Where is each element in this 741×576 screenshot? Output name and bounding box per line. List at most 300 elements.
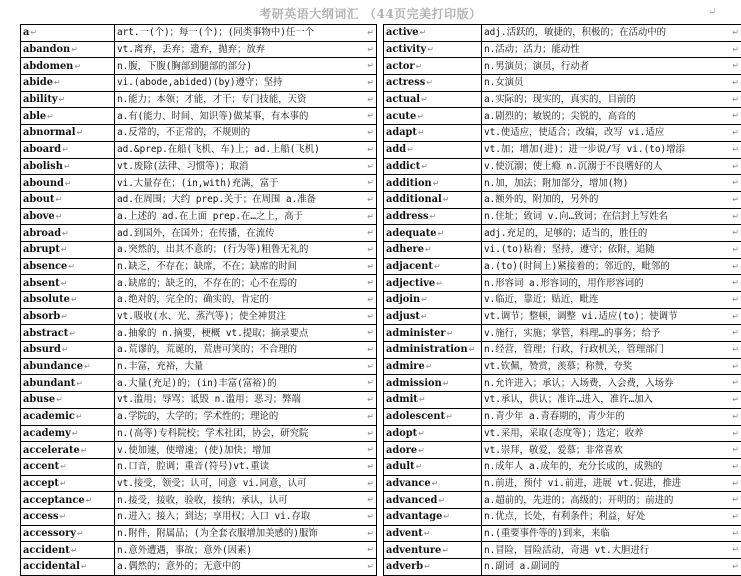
vocab-word: adapt [386, 127, 417, 139]
cell-end-mark-icon: ↵ [442, 545, 449, 555]
cell-end-mark-icon: ↵ [442, 195, 450, 205]
vocab-definition: a.荒谬的，荒诞的，荒唐可笑的；不合理的 [117, 344, 298, 356]
vocab-definition-cell [115, 175, 377, 192]
vocab-definition-cell [482, 408, 741, 425]
table-row [384, 542, 741, 559]
cell-end-mark-icon: ↵ [732, 278, 739, 288]
vocab-word-cell [21, 158, 115, 175]
cell-end-mark-icon: ↵ [61, 312, 68, 322]
vocab-definition: a.缺席的；缺乏的，不存在的；心不在焉的 [117, 277, 298, 289]
vocab-definition: n.前进，预付 vi.前进，进展 vt.促进，推进 [484, 477, 682, 489]
cell-end-mark-icon: ↵ [367, 278, 374, 288]
cell-end-mark-icon: ↵ [732, 478, 739, 488]
cell-end-mark-icon: ↵ [55, 211, 63, 221]
vocab-word-cell [384, 25, 482, 42]
vocab-word: adjust [386, 311, 420, 323]
cell-end-mark-icon: ↵ [367, 328, 374, 338]
vocab-definition: v.临近，靠近；贴近，毗连 [484, 294, 599, 306]
cell-end-mark-icon: ↵ [419, 28, 427, 38]
vocab-word-cell [384, 375, 482, 392]
cell-end-mark-icon: ↵ [367, 261, 374, 271]
cell-end-mark-icon: ↵ [30, 28, 38, 38]
cell-end-mark-icon: ↵ [367, 94, 374, 104]
table-row [21, 275, 377, 292]
vocab-definition: n.(高等)专科院校；学术社团，协会，研究院 [117, 427, 309, 439]
vocab-definition-cell [115, 41, 377, 58]
vocabulary-table-left [20, 24, 377, 576]
cell-end-mark-icon: ↵ [63, 161, 71, 171]
cell-end-mark-icon: ↵ [367, 428, 374, 438]
table-row [21, 141, 377, 158]
vocab-word-cell [384, 425, 482, 442]
cell-end-mark-icon: ↵ [468, 345, 476, 355]
vocab-definition: vt.承认，供认；准许…进入，准许…加入 [484, 394, 653, 406]
cell-end-mark-icon: ↵ [56, 395, 63, 405]
cell-end-mark-icon: ↵ [62, 228, 69, 238]
vocab-definition: vt.废除(法律、习惯等)；取消 [117, 160, 249, 172]
vocab-definition: vi.(abode,abided)(by)遵守；坚持 [117, 77, 283, 89]
cell-end-mark-icon: ↵ [367, 194, 374, 204]
vocab-definition-cell [482, 292, 741, 309]
vocab-word-cell [384, 408, 482, 425]
cell-end-mark-icon: ↵ [421, 295, 428, 305]
cell-end-mark-icon: ↵ [432, 178, 440, 188]
table-row [384, 158, 741, 175]
cell-end-mark-icon: ↵ [85, 495, 93, 505]
cell-end-mark-icon: ↵ [59, 478, 67, 488]
vocab-definition-cell [482, 392, 741, 409]
vocab-definition: v.使加速，使增速；(使)加快；增加 [117, 444, 271, 456]
vocab-word-cell [384, 342, 482, 359]
cell-end-mark-icon: ↵ [732, 111, 739, 121]
table-row [384, 75, 741, 92]
vocab-definition: a.剧烈的；敏锐的；尖锐的，高音的 [484, 110, 636, 122]
table-row [21, 458, 377, 475]
vocab-definition-cell [115, 325, 377, 342]
table-row [21, 408, 377, 425]
vocab-definition: n.丰富，充裕，大量 [117, 361, 204, 373]
table-row [384, 308, 741, 325]
vocab-definition: n.能力；本领；才能，才干；专门技能，天资 [117, 94, 307, 106]
cell-end-mark-icon: ↵ [60, 245, 68, 255]
vocab-word-cell [21, 392, 115, 409]
cell-end-mark-icon: ↵ [732, 194, 739, 204]
vocab-word-cell [21, 325, 115, 342]
vocab-word: adopt [386, 427, 418, 439]
table-row [384, 91, 741, 108]
vocab-word-cell [21, 425, 115, 442]
vocab-definition-cell [115, 542, 377, 559]
table-row [21, 25, 377, 42]
cell-end-mark-icon: ↵ [732, 161, 739, 171]
table-row [384, 325, 741, 342]
vocab-definition: a.绝对的，完全的；确实的，肯定的 [117, 294, 269, 306]
cell-end-mark-icon: ↵ [424, 245, 432, 255]
cell-end-mark-icon: ↵ [367, 461, 374, 471]
vocab-word-cell [384, 58, 482, 75]
cell-end-mark-icon: ↵ [76, 378, 83, 388]
cell-end-mark-icon: ↵ [367, 211, 374, 221]
table-row [21, 542, 377, 559]
cell-end-mark-icon: ↵ [732, 511, 739, 521]
cell-end-mark-icon: ↵ [367, 562, 374, 571]
vocab-definition-cell [482, 25, 741, 42]
cell-end-mark-icon: ↵ [732, 244, 739, 254]
cell-end-mark-icon: ↵ [367, 28, 374, 37]
cell-end-mark-icon: ↵ [424, 562, 431, 572]
cell-end-mark-icon: ↵ [76, 128, 84, 138]
vocab-definition-cell [115, 358, 377, 375]
vocab-word: acute [386, 110, 417, 122]
table-row [21, 258, 377, 275]
cell-end-mark-icon: ↵ [55, 195, 63, 205]
cell-end-mark-icon: ↵ [426, 78, 433, 88]
vocab-definition-cell [482, 258, 741, 275]
vocab-word-cell [21, 208, 115, 225]
vocab-definition-cell [115, 258, 377, 275]
vocab-word-cell [21, 508, 115, 525]
vocab-definition: adj.活跃的，敏捷的，积极的；在活动中的 [484, 27, 666, 39]
vocab-definition-cell [115, 375, 377, 392]
vocab-word: abide [23, 77, 54, 89]
vocab-word-cell [21, 125, 115, 142]
vocab-word: adore [386, 444, 418, 456]
cell-end-mark-icon: ↵ [732, 211, 739, 221]
vocab-definition-cell [115, 559, 377, 576]
vocab-word-cell [21, 442, 115, 459]
vocab-word: accidental [23, 561, 80, 573]
vocab-definition: n.(重要事件等的)到来，来临 [484, 527, 610, 539]
vocab-definition: a.学院的，大学的；学术性的；理论的 [117, 411, 279, 423]
table-row [384, 559, 741, 576]
vocab-definition: art.一(个)；每一(个)；(同类事物中)任一个 [117, 27, 315, 39]
vocab-definition: n.青少年 a.青春期的，青少年的 [484, 411, 625, 423]
vocab-word-cell [384, 225, 482, 242]
vocab-definition: n.经营，管理；行政，行政机关，管理部门 [484, 344, 665, 356]
vocab-definition-cell [482, 308, 741, 325]
table-row [21, 442, 377, 459]
vocab-word-cell [384, 559, 482, 576]
cell-end-mark-icon: ↵ [732, 178, 739, 188]
vocab-word: accelerate [23, 444, 80, 456]
vocab-definition-cell [482, 508, 741, 525]
table-row [21, 559, 377, 576]
vocab-definition: n.形容词 a.形容词的，用作形容词的 [484, 277, 644, 289]
vocab-word-cell [21, 358, 115, 375]
cell-end-mark-icon: ↵ [732, 78, 739, 88]
vocab-definition-cell [115, 108, 377, 125]
vocab-word-cell [384, 442, 482, 459]
vocab-word: adhere [386, 244, 424, 256]
table-row [384, 292, 741, 309]
cell-end-mark-icon: ↵ [70, 545, 78, 555]
table-row [384, 425, 741, 442]
vocab-word-cell [384, 241, 482, 258]
vocab-word: academic [23, 411, 75, 423]
table-row [21, 175, 377, 192]
table-row [21, 58, 377, 75]
vocab-word-cell [21, 342, 115, 359]
cell-end-mark-icon: ↵ [367, 144, 374, 154]
vocab-word: additional [386, 194, 442, 206]
cell-end-mark-icon: ↵ [367, 345, 374, 355]
vocab-word: advent [386, 527, 423, 539]
vocab-definition: n.腹，下腹(胸部到腿部的部分) [117, 60, 253, 72]
cell-end-mark-icon: ↵ [61, 345, 69, 355]
vocab-definition: a.偶然的；意外的；无意中的 [117, 561, 241, 573]
vocab-word: actual [386, 94, 421, 106]
vocab-definition-cell [115, 525, 377, 542]
cell-end-mark-icon: ↵ [60, 462, 67, 472]
vocab-word-cell [384, 492, 482, 509]
cell-end-mark-icon: ↵ [732, 128, 739, 138]
cell-end-mark-icon: ↵ [433, 261, 441, 271]
vocab-definition-cell [115, 442, 377, 459]
vocab-definition-cell [482, 475, 741, 492]
vocab-definition: v.施行，实施；掌管，料理…的事务；给予 [484, 327, 661, 339]
vocab-word: adjacent [386, 260, 433, 272]
cell-end-mark-icon: ↵ [732, 528, 739, 538]
vocab-word-cell [384, 392, 482, 409]
vocab-definition: n.副词 a.副词的 [484, 561, 560, 573]
vocab-word: abound [23, 177, 64, 189]
vocab-word: abolish [23, 160, 63, 172]
vocab-definition-cell [115, 308, 377, 325]
cell-end-mark-icon: ↵ [437, 228, 445, 238]
table-row [21, 425, 377, 442]
cell-end-mark-icon: ↵ [442, 378, 450, 388]
table-row [384, 408, 741, 425]
vocab-word: adjective [386, 277, 436, 289]
cell-end-mark-icon: ↵ [421, 161, 428, 171]
cell-end-mark-icon: ↵ [70, 295, 78, 305]
cell-end-mark-icon: ↵ [80, 445, 88, 455]
vocab-word-cell [21, 308, 115, 325]
cell-end-mark-icon: ↵ [438, 495, 446, 505]
table-row [21, 342, 377, 359]
vocab-definition-cell [115, 208, 377, 225]
table-row [384, 475, 741, 492]
vocab-definition-cell [482, 41, 741, 58]
vocab-word-cell [21, 191, 115, 208]
table-row [21, 525, 377, 542]
vocab-definition: n.活动；活力；能动性 [484, 44, 580, 56]
vocab-word-cell [21, 25, 115, 42]
vocab-word: absorb [23, 311, 61, 323]
table-row [384, 342, 741, 359]
cell-end-mark-icon: ↵ [732, 345, 739, 355]
document-title [0, 5, 741, 22]
vocab-definition: a.超前的，先进的；高级的；开明的；前进的 [484, 494, 674, 506]
table-row [384, 492, 741, 509]
vocab-word-cell [384, 191, 482, 208]
vocab-word-cell [384, 91, 482, 108]
vocab-word-cell [21, 458, 115, 475]
vocab-word-cell [21, 75, 115, 92]
vocab-definition-cell [115, 475, 377, 492]
cell-end-mark-icon: ↵ [367, 445, 374, 455]
vocab-definition: a.(to)(时间上)紧接着的；邻近的，毗邻的 [484, 260, 670, 272]
cell-end-mark-icon: ↵ [367, 528, 374, 538]
vocab-word: actress [386, 77, 426, 89]
vocab-word-cell [21, 258, 115, 275]
cell-end-mark-icon: ↵ [446, 412, 453, 422]
cell-end-mark-icon: ↵ [443, 512, 451, 522]
vocab-definition-cell [482, 525, 741, 542]
vocab-definition-cell [115, 225, 377, 242]
vocab-definition-cell [115, 458, 377, 475]
cell-end-mark-icon: ↵ [415, 462, 423, 472]
vocab-word: absolute [23, 294, 70, 306]
vocab-definition: a.抽象的 n.摘要，梗概 vt.提取；摘录要点 [117, 327, 309, 339]
vocab-definition: a.突然的，出其不意的；(行为等)粗鲁无礼的 [117, 244, 309, 256]
table-row [21, 292, 377, 309]
vocabulary-tables [20, 24, 741, 576]
cell-end-mark-icon: ↵ [367, 161, 374, 171]
vocab-word: abundant [23, 377, 76, 389]
vocab-word-cell [21, 408, 115, 425]
vocab-definition-cell [115, 125, 377, 142]
vocab-word: adolescent [386, 411, 446, 423]
cell-end-mark-icon: ↵ [367, 361, 374, 371]
vocab-word: activity [386, 44, 427, 56]
vocab-definition-cell [482, 191, 741, 208]
cell-end-mark-icon: ↵ [76, 528, 84, 538]
vocab-definition: a.实际的；现实的，真实的，目前的 [484, 94, 636, 106]
vocab-word-cell [384, 108, 482, 125]
vocab-definition-cell [482, 542, 741, 559]
vocab-word: abrupt [23, 244, 60, 256]
cell-end-mark-icon: ↵ [60, 278, 68, 288]
vocab-definition: a.大量(充足)的；(in)丰富(富裕)的 [117, 377, 277, 389]
vocab-definition: vt.滥用；辱骂；诋毁 n.滥用；恶习；弊端 [117, 394, 301, 406]
cell-end-mark-icon: ↵ [423, 528, 431, 538]
table-row [21, 241, 377, 258]
cell-end-mark-icon: ↵ [367, 511, 374, 521]
vocab-word: abuse [23, 394, 56, 406]
vocab-definition: vt.加；增加(进)；进一步说/写 vi.(to)增添 [484, 144, 685, 156]
vocab-definition: n.意外遭遇，事故；意外(因素) [117, 544, 253, 556]
table-row [21, 392, 377, 409]
table-row [384, 225, 741, 242]
vocab-definition-cell [482, 425, 741, 442]
vocab-definition-cell [482, 108, 741, 125]
vocab-definition-cell [115, 141, 377, 158]
vocab-definition-cell [115, 408, 377, 425]
table-row [384, 275, 741, 292]
cell-end-mark-icon: ↵ [732, 28, 739, 37]
vocab-word: administration [386, 344, 468, 356]
table-row [384, 358, 741, 375]
vocab-definition-cell [115, 158, 377, 175]
vocab-definition-cell [482, 75, 741, 92]
cell-end-mark-icon: ↵ [732, 144, 739, 154]
vocab-word: abroad [23, 227, 62, 239]
vocab-word: a [23, 27, 30, 39]
cell-end-mark-icon: ↵ [367, 478, 374, 488]
vocab-word: acceptance [23, 494, 85, 506]
vocab-word: adverb [386, 561, 424, 573]
vocab-word-cell [384, 141, 482, 158]
vocab-definition: vt.崇拜，敬爱，爱慕；非常喜欢 [484, 444, 623, 456]
cell-end-mark-icon: ↵ [367, 78, 374, 88]
table-row [384, 392, 741, 409]
cell-end-mark-icon: ↵ [732, 545, 739, 555]
vocab-definition: n.接受，接收，验收，接纳；承认，认可 [117, 494, 288, 506]
vocab-word-cell [21, 292, 115, 309]
vocab-word: adequate [386, 227, 437, 239]
cell-end-mark-icon: ↵ [83, 362, 91, 372]
cell-end-mark-icon: ↵ [732, 61, 739, 71]
cell-end-mark-icon: ↵ [732, 328, 739, 338]
cell-end-mark-icon: ↵ [58, 95, 66, 105]
vocab-definition-cell [115, 91, 377, 108]
cell-end-mark-icon: ↵ [420, 312, 428, 322]
vocab-word: abdomen [23, 60, 74, 72]
cell-end-mark-icon: ↵ [367, 61, 374, 71]
cell-end-mark-icon: ↵ [417, 128, 425, 138]
table-row [384, 191, 741, 208]
cell-end-mark-icon: ↵ [732, 461, 739, 471]
vocab-definition: vi.大量存在；(in,with)充满，富于 [117, 177, 279, 189]
table-row [21, 225, 377, 242]
vocab-word: admire [386, 361, 425, 373]
table-row [21, 41, 377, 58]
cell-end-mark-icon: ↵ [75, 412, 83, 422]
cell-end-mark-icon: ↵ [425, 362, 433, 372]
vocab-word: absence [23, 260, 68, 272]
vocab-definition-cell [482, 125, 741, 142]
vocab-word: able [23, 110, 47, 122]
cell-end-mark-icon: ↵ [69, 328, 76, 338]
vocab-definition-cell [482, 208, 741, 225]
cell-end-mark-icon: ↵ [732, 495, 739, 505]
table-row [21, 325, 377, 342]
vocab-word-cell [21, 475, 115, 492]
cell-end-mark-icon: ↵ [74, 61, 82, 71]
vocab-word-cell [384, 308, 482, 325]
vocab-definition: n.男演员；演员，行动者 [484, 60, 590, 72]
cell-end-mark-icon: ↵ [446, 328, 454, 338]
vocab-word: about [23, 194, 55, 206]
cell-end-mark-icon: ↵ [367, 128, 374, 138]
vocab-definition-cell [115, 292, 377, 309]
cell-end-mark-icon: ↵ [71, 45, 78, 55]
vocab-word-cell [21, 225, 115, 242]
vocab-definition-cell [482, 175, 741, 192]
table-row [384, 108, 741, 125]
cell-end-mark-icon: ↵ [732, 395, 739, 405]
vocab-definition-cell [115, 191, 377, 208]
vocab-word-cell [384, 125, 482, 142]
vocab-word-cell [21, 91, 115, 108]
vocab-definition-cell [482, 225, 741, 242]
table-row [21, 125, 377, 142]
vocab-definition: n.成年人 a.成年的，充分长成的，成熟的 [484, 461, 663, 473]
vocab-word-cell [21, 141, 115, 158]
cell-end-mark-icon: ↵ [732, 562, 739, 571]
vocab-definition: vt.钦佩，赞赏，羡慕；称赞，夸奖 [484, 361, 633, 373]
vocab-word-cell [21, 375, 115, 392]
vocab-definition-cell [115, 25, 377, 42]
vocab-word-cell [21, 525, 115, 542]
vocab-word-cell [21, 108, 115, 125]
table-row [384, 442, 741, 459]
paragraph-mark-icon: ↵ [708, 7, 717, 18]
vocab-definition-cell [482, 241, 741, 258]
vocab-word: addition [386, 177, 432, 189]
vocab-definition: vt.采用，采取(态度等)；选定；收养 [484, 427, 644, 439]
